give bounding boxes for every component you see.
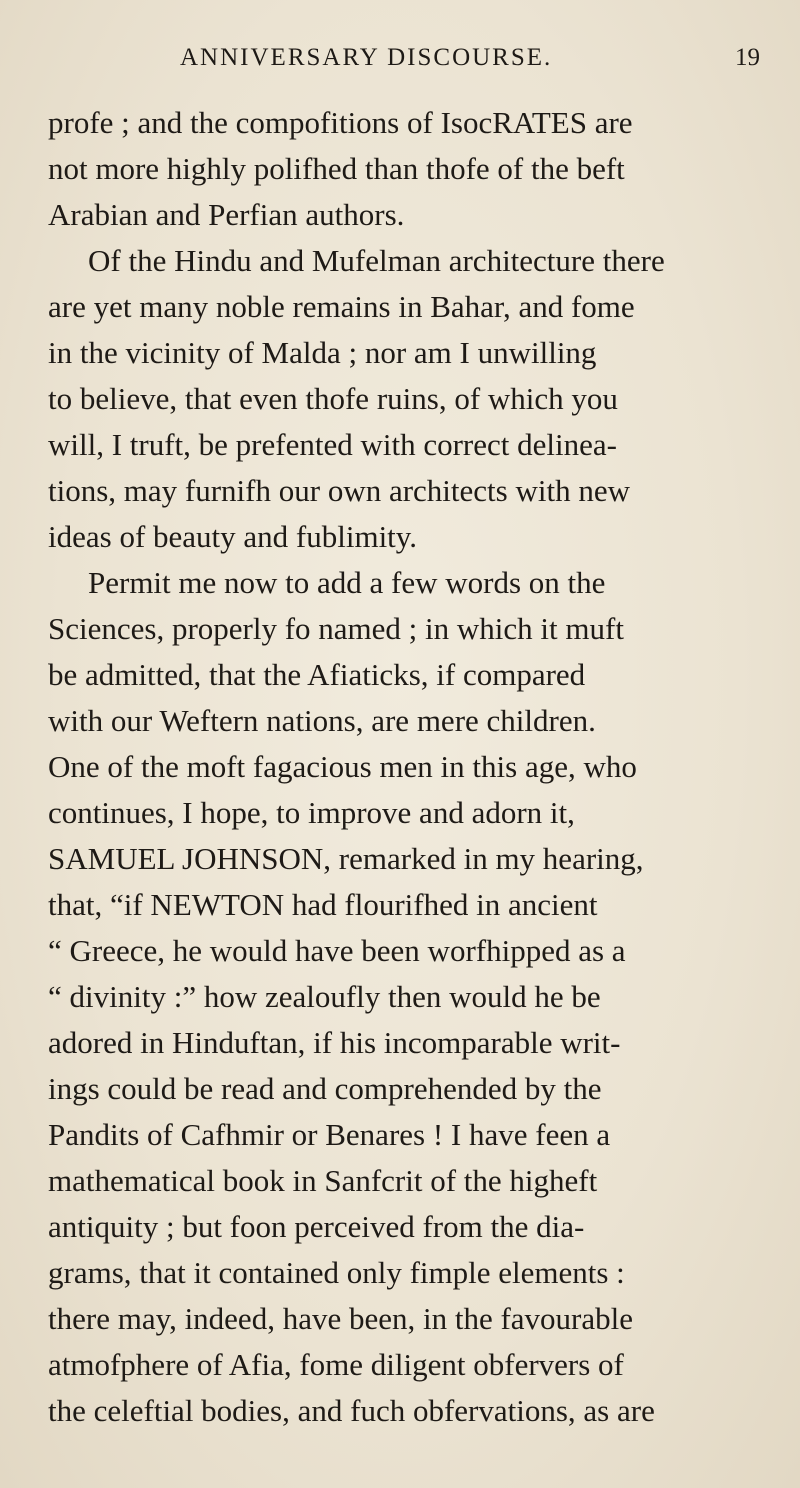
text-line: will, I truft, be prefented with correct delinea- <box>48 427 617 462</box>
text-line: Permit me now to add a few words on the <box>88 565 606 600</box>
text-line: ideas of beauty and fublimity. <box>48 519 418 554</box>
text-line: Sciences, properly fo named ; in which it muft <box>48 611 624 646</box>
text-line: be admitted, that the Afiaticks, if compared <box>48 657 586 692</box>
text-line: Pandits of Cafhmir or Benares ! I have feen a <box>48 1117 611 1152</box>
text-line: are yet many noble remains in Bahar, and fome <box>48 289 635 324</box>
text-line: One of the moft fagacious men in this age, who <box>48 749 637 784</box>
text-line: grams, that it contained only fimple elements : <box>48 1255 625 1290</box>
text-line: “ divinity :” how zealoufly then would he be <box>48 979 601 1014</box>
text-line: to believe, that even thofe ruins, of which you <box>48 381 618 416</box>
running-head: ANNIVERSARY DISCOURSE. <box>180 44 553 71</box>
page-number: 19 <box>735 44 760 71</box>
text-line: with our Weftern nations, are mere children. <box>48 703 596 738</box>
text-line: antiquity ; but foon perceived from the dia- <box>48 1209 585 1244</box>
page-header <box>180 44 760 84</box>
text-line: the celeftial bodies, and fuch obfervations, as are <box>48 1393 655 1428</box>
text-line: continues, I hope, to improve and adorn it, <box>48 795 575 830</box>
text-line: “ Greece, he would have been worfhipped as a <box>48 933 626 968</box>
text-line: adored in Hinduftan, if his incomparable writ- <box>48 1025 621 1060</box>
text-line: that, “if NEWTON had flourifhed in ancient <box>48 887 598 922</box>
text-line: atmofphere of Afia, fome diligent obfervers of <box>48 1347 624 1382</box>
text-line: in the vicinity of Malda ; nor am I unwilling <box>48 335 597 370</box>
text-line: SAMUEL JOHNSON, remarked in my hearing, <box>48 841 644 876</box>
text-line: not more highly polifhed than thofe of the beft <box>48 151 625 186</box>
text-line: mathematical book in Sanfcrit of the higheft <box>48 1163 598 1198</box>
text-line: there may, indeed, have been, in the favourable <box>48 1301 634 1336</box>
text-line: profe ; and the compofitions of IsocRATES are <box>48 105 633 140</box>
text-line: Of the Hindu and Mufelman architecture there <box>88 243 665 278</box>
text-line: ings could be read and comprehended by the <box>48 1071 602 1106</box>
text-line: Arabian and Perfian authors. <box>48 197 405 232</box>
text-line: tions, may furnifh our own architects with new <box>48 473 630 508</box>
